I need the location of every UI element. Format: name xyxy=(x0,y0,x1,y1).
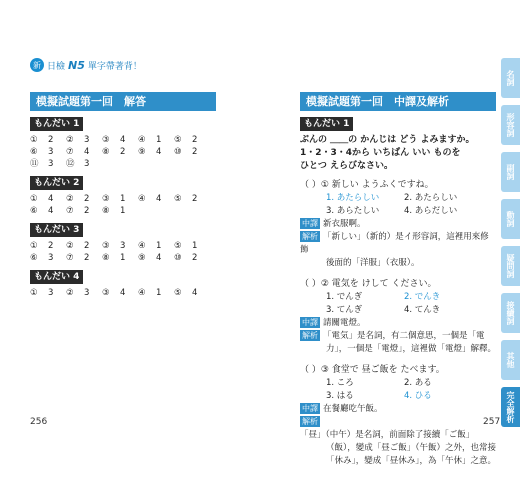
answer-value: 1 xyxy=(120,253,126,263)
answer-cell xyxy=(138,146,174,158)
answer-cell xyxy=(102,205,138,217)
analysis-text: 「電気」是名詞，有二個意思，一個是「電 xyxy=(323,331,485,341)
answer-cell xyxy=(174,252,210,264)
question-3 xyxy=(300,364,496,468)
question-number: ① xyxy=(30,241,38,251)
instructions xyxy=(300,134,496,173)
question-number: ③ xyxy=(102,241,110,251)
answer-value: 4 xyxy=(192,288,198,298)
question-number: ① xyxy=(30,288,38,298)
answer-value: 2 xyxy=(192,147,198,157)
question-number: ⑥ xyxy=(30,253,38,263)
question-number: ④ xyxy=(138,194,146,204)
translation-tag: 中譯 xyxy=(302,219,318,228)
left-page xyxy=(30,92,216,299)
answer-cell xyxy=(138,240,174,252)
answer-cell xyxy=(138,193,174,205)
answer-value: 2 xyxy=(84,253,90,263)
answer-grid xyxy=(30,240,216,264)
side-tab[interactable]: 完全解析 xyxy=(501,387,520,427)
answer-cell xyxy=(102,193,138,205)
instruction-line: ぶんの ＿＿の かんじは どう よみますか。 xyxy=(300,135,475,145)
analysis-text: 「昼」（中午）是名詞，前面除了接續「ご飯」 xyxy=(300,430,475,440)
answer-value: 3 xyxy=(48,253,54,263)
side-tab[interactable]: 名詞 xyxy=(501,58,520,98)
question-number: ⑤ xyxy=(174,241,182,251)
translation-text: 請關電燈。 xyxy=(323,318,366,328)
answer-cell xyxy=(66,134,102,146)
answer-value: 2 xyxy=(84,241,90,251)
answer-cell xyxy=(30,240,66,252)
question-number: ⑨ xyxy=(138,147,146,157)
answer-value: 2 xyxy=(84,194,90,204)
analysis-text: （飯），變成「昼ご飯」（午飯）之外，也常接 xyxy=(326,443,497,453)
answer-value: 4 xyxy=(156,147,162,157)
answer-row xyxy=(30,158,216,170)
right-page xyxy=(300,92,496,468)
answer-cell xyxy=(30,158,66,170)
answer-value: 3 xyxy=(48,147,54,157)
answer-value: 2 xyxy=(48,135,54,145)
question-options xyxy=(326,291,496,317)
answer-cell xyxy=(174,134,210,146)
answer-value: 4 xyxy=(48,194,54,204)
answer-row xyxy=(30,134,216,146)
answer-value: 1 xyxy=(120,194,126,204)
analysis-text: 「休み」，變成「昼休み」，為「午休」之意。 xyxy=(326,456,497,466)
translation-tag: 中譯 xyxy=(302,404,318,413)
option: 1. あたらしい xyxy=(326,193,380,203)
question-number: ⑥ xyxy=(30,147,38,157)
answer-cell xyxy=(66,193,102,205)
question-number: ② xyxy=(66,241,74,251)
answer-row xyxy=(30,146,216,158)
answer-value: 1 xyxy=(156,288,162,298)
answer-cell xyxy=(66,252,102,264)
question-number: ⑦ xyxy=(66,147,74,157)
answer-cell xyxy=(102,287,138,299)
answer-cell xyxy=(66,205,102,217)
question-number: ⑨ xyxy=(138,253,146,263)
question-2 xyxy=(300,278,496,356)
question-number: ③ xyxy=(102,135,110,145)
section-label: もんだい 2 xyxy=(30,176,83,190)
question-number: ⑫ xyxy=(66,159,75,169)
question-stem: （ ）① 新しい ようふくですね。 xyxy=(300,180,434,190)
answer-row xyxy=(30,193,216,205)
side-tab[interactable]: 動詞 xyxy=(501,199,520,239)
translation-text: 在餐廳吃午飯。 xyxy=(323,404,383,414)
option: 1. ころ xyxy=(326,378,354,388)
answer-cell xyxy=(66,158,102,170)
answer-cell xyxy=(174,146,210,158)
option: 2. ある xyxy=(404,378,432,388)
question-1 xyxy=(300,179,496,270)
question-number: ⑩ xyxy=(174,253,182,263)
answer-cell xyxy=(174,287,210,299)
answer-cell xyxy=(30,252,66,264)
question-number: ⑩ xyxy=(174,147,182,157)
answer-row xyxy=(30,287,216,299)
question-number: ⑧ xyxy=(102,147,110,157)
answer-value: 1 xyxy=(192,241,198,251)
question-number: ② xyxy=(66,135,74,145)
side-tab[interactable]: 其他 xyxy=(501,340,520,380)
analysis-text: 後面的「洋服」（衣服）。 xyxy=(326,258,420,268)
section-label: もんだい 1 xyxy=(30,117,83,131)
question-number: ② xyxy=(66,288,74,298)
answer-cell xyxy=(138,252,174,264)
side-tab[interactable]: 副詞 xyxy=(501,152,520,192)
answer-grid xyxy=(30,193,216,217)
answer-row xyxy=(30,205,216,217)
answer-cell xyxy=(66,287,102,299)
answer-value: 2 xyxy=(84,206,90,216)
instruction-line: 1・2・3・4から いちばん いい ものを xyxy=(300,148,461,158)
answer-cell xyxy=(138,134,174,146)
answer-cell xyxy=(174,240,210,252)
option: 2. あたらしい xyxy=(404,193,458,203)
question-number: ⑥ xyxy=(30,206,38,216)
answer-cell xyxy=(174,193,210,205)
answer-value: 3 xyxy=(120,241,126,251)
question-number: ⑧ xyxy=(102,253,110,263)
answer-cell xyxy=(30,287,66,299)
answer-grid xyxy=(30,134,216,170)
answer-value: 4 xyxy=(84,147,90,157)
right-page-number: 257 xyxy=(483,417,501,427)
answer-value: 3 xyxy=(84,135,90,145)
option: 3. あらたしい xyxy=(326,206,380,216)
brand-prefix: 日檢 xyxy=(47,61,66,72)
answer-value: 2 xyxy=(192,253,198,263)
answer-value: 1 xyxy=(156,135,162,145)
question-number: ⑤ xyxy=(174,194,182,204)
translation-tag: 中譯 xyxy=(302,318,318,327)
answer-value: 2 xyxy=(192,135,198,145)
answer-value: 4 xyxy=(156,253,162,263)
side-tab[interactable]: 形容詞 xyxy=(501,105,520,145)
answer-cell xyxy=(66,240,102,252)
question-number: ③ xyxy=(102,194,110,204)
answer-value: 4 xyxy=(156,194,162,204)
answer-cell xyxy=(102,252,138,264)
right-header: 模擬試題第一回 中譯及解析 xyxy=(300,92,496,111)
answer-row xyxy=(30,240,216,252)
question-options xyxy=(326,377,496,403)
answer-cell xyxy=(102,240,138,252)
answer-cell xyxy=(102,134,138,146)
question-number: ⑤ xyxy=(174,135,182,145)
analysis-text: 「新しい」（新的）是イ形容詞，這裡用來修飾 xyxy=(300,232,489,255)
section-label: もんだい 3 xyxy=(30,223,83,237)
option: 4. ひる xyxy=(404,391,432,401)
question-options xyxy=(326,192,496,218)
answer-value: 3 xyxy=(84,288,90,298)
side-tab[interactable]: 疑問詞 xyxy=(501,246,520,286)
instruction-line: ひとつ えらびなさい。 xyxy=(300,161,393,171)
question-number: ③ xyxy=(102,288,110,298)
answer-cell xyxy=(30,193,66,205)
question-number: ⑧ xyxy=(102,206,110,216)
question-stem: （ ）③ 食堂で 昼ご飯を たべます。 xyxy=(300,365,445,375)
side-tab[interactable]: 接續詞 xyxy=(501,293,520,333)
question-number: ⑦ xyxy=(66,206,74,216)
answer-value: 3 xyxy=(48,159,54,169)
analysis-tag: 解析 xyxy=(302,331,318,340)
analysis-text: 力」，一個是「電燈」，這裡做「電燈」解釋。 xyxy=(326,344,497,354)
answer-value: 2 xyxy=(48,241,54,251)
answer-cell xyxy=(30,146,66,158)
answer-cell xyxy=(30,134,66,146)
answer-value: 2 xyxy=(192,194,198,204)
translation-text: 新衣服啊。 xyxy=(323,219,366,229)
question-number: ⑪ xyxy=(30,159,39,169)
question-number: ① xyxy=(30,194,38,204)
question-number: ④ xyxy=(138,135,146,145)
answer-sections xyxy=(30,111,216,299)
question-number: ④ xyxy=(138,241,146,251)
answer-grid xyxy=(30,287,216,299)
option: 1. でんぎ xyxy=(326,292,363,302)
brand-logo-icon: 新 xyxy=(30,58,44,72)
analysis-tag: 解析 xyxy=(302,232,318,241)
question-stem: （ ）② 電気を けして ください。 xyxy=(300,279,437,289)
answer-value: 4 xyxy=(120,288,126,298)
option: 3. はる xyxy=(326,391,354,401)
brand-level: N5 xyxy=(68,58,85,72)
section-label: もんだい 4 xyxy=(30,270,83,284)
brand-suffix: 單字帶著背！ xyxy=(87,61,142,72)
question-number: ⑦ xyxy=(66,253,74,263)
right-section-label: もんだい 1 xyxy=(300,117,353,131)
answer-row xyxy=(30,252,216,264)
left-header: 模擬試題第一回 解答 xyxy=(30,92,216,111)
answer-value: 1 xyxy=(120,206,126,216)
brand-logo xyxy=(30,58,142,72)
option: 4. てんき xyxy=(404,305,441,315)
answer-cell xyxy=(66,146,102,158)
question-number: ① xyxy=(30,135,38,145)
answer-cell xyxy=(138,287,174,299)
option: 2. でんき xyxy=(404,292,441,302)
answer-value: 4 xyxy=(120,135,126,145)
answer-value: 4 xyxy=(48,206,54,216)
question-number: ② xyxy=(66,194,74,204)
answer-value: 3 xyxy=(48,288,54,298)
answer-value: 2 xyxy=(120,147,126,157)
option: 4. あらだしい xyxy=(404,206,458,216)
left-page-number: 256 xyxy=(30,417,48,427)
analysis-tag: 解析 xyxy=(302,417,318,426)
answer-cell xyxy=(102,146,138,158)
option: 3. てんぎ xyxy=(326,305,363,315)
question-number: ⑤ xyxy=(174,288,182,298)
question-number: ④ xyxy=(138,288,146,298)
answer-value: 3 xyxy=(84,159,90,169)
answer-cell xyxy=(30,205,66,217)
answer-value: 1 xyxy=(156,241,162,251)
